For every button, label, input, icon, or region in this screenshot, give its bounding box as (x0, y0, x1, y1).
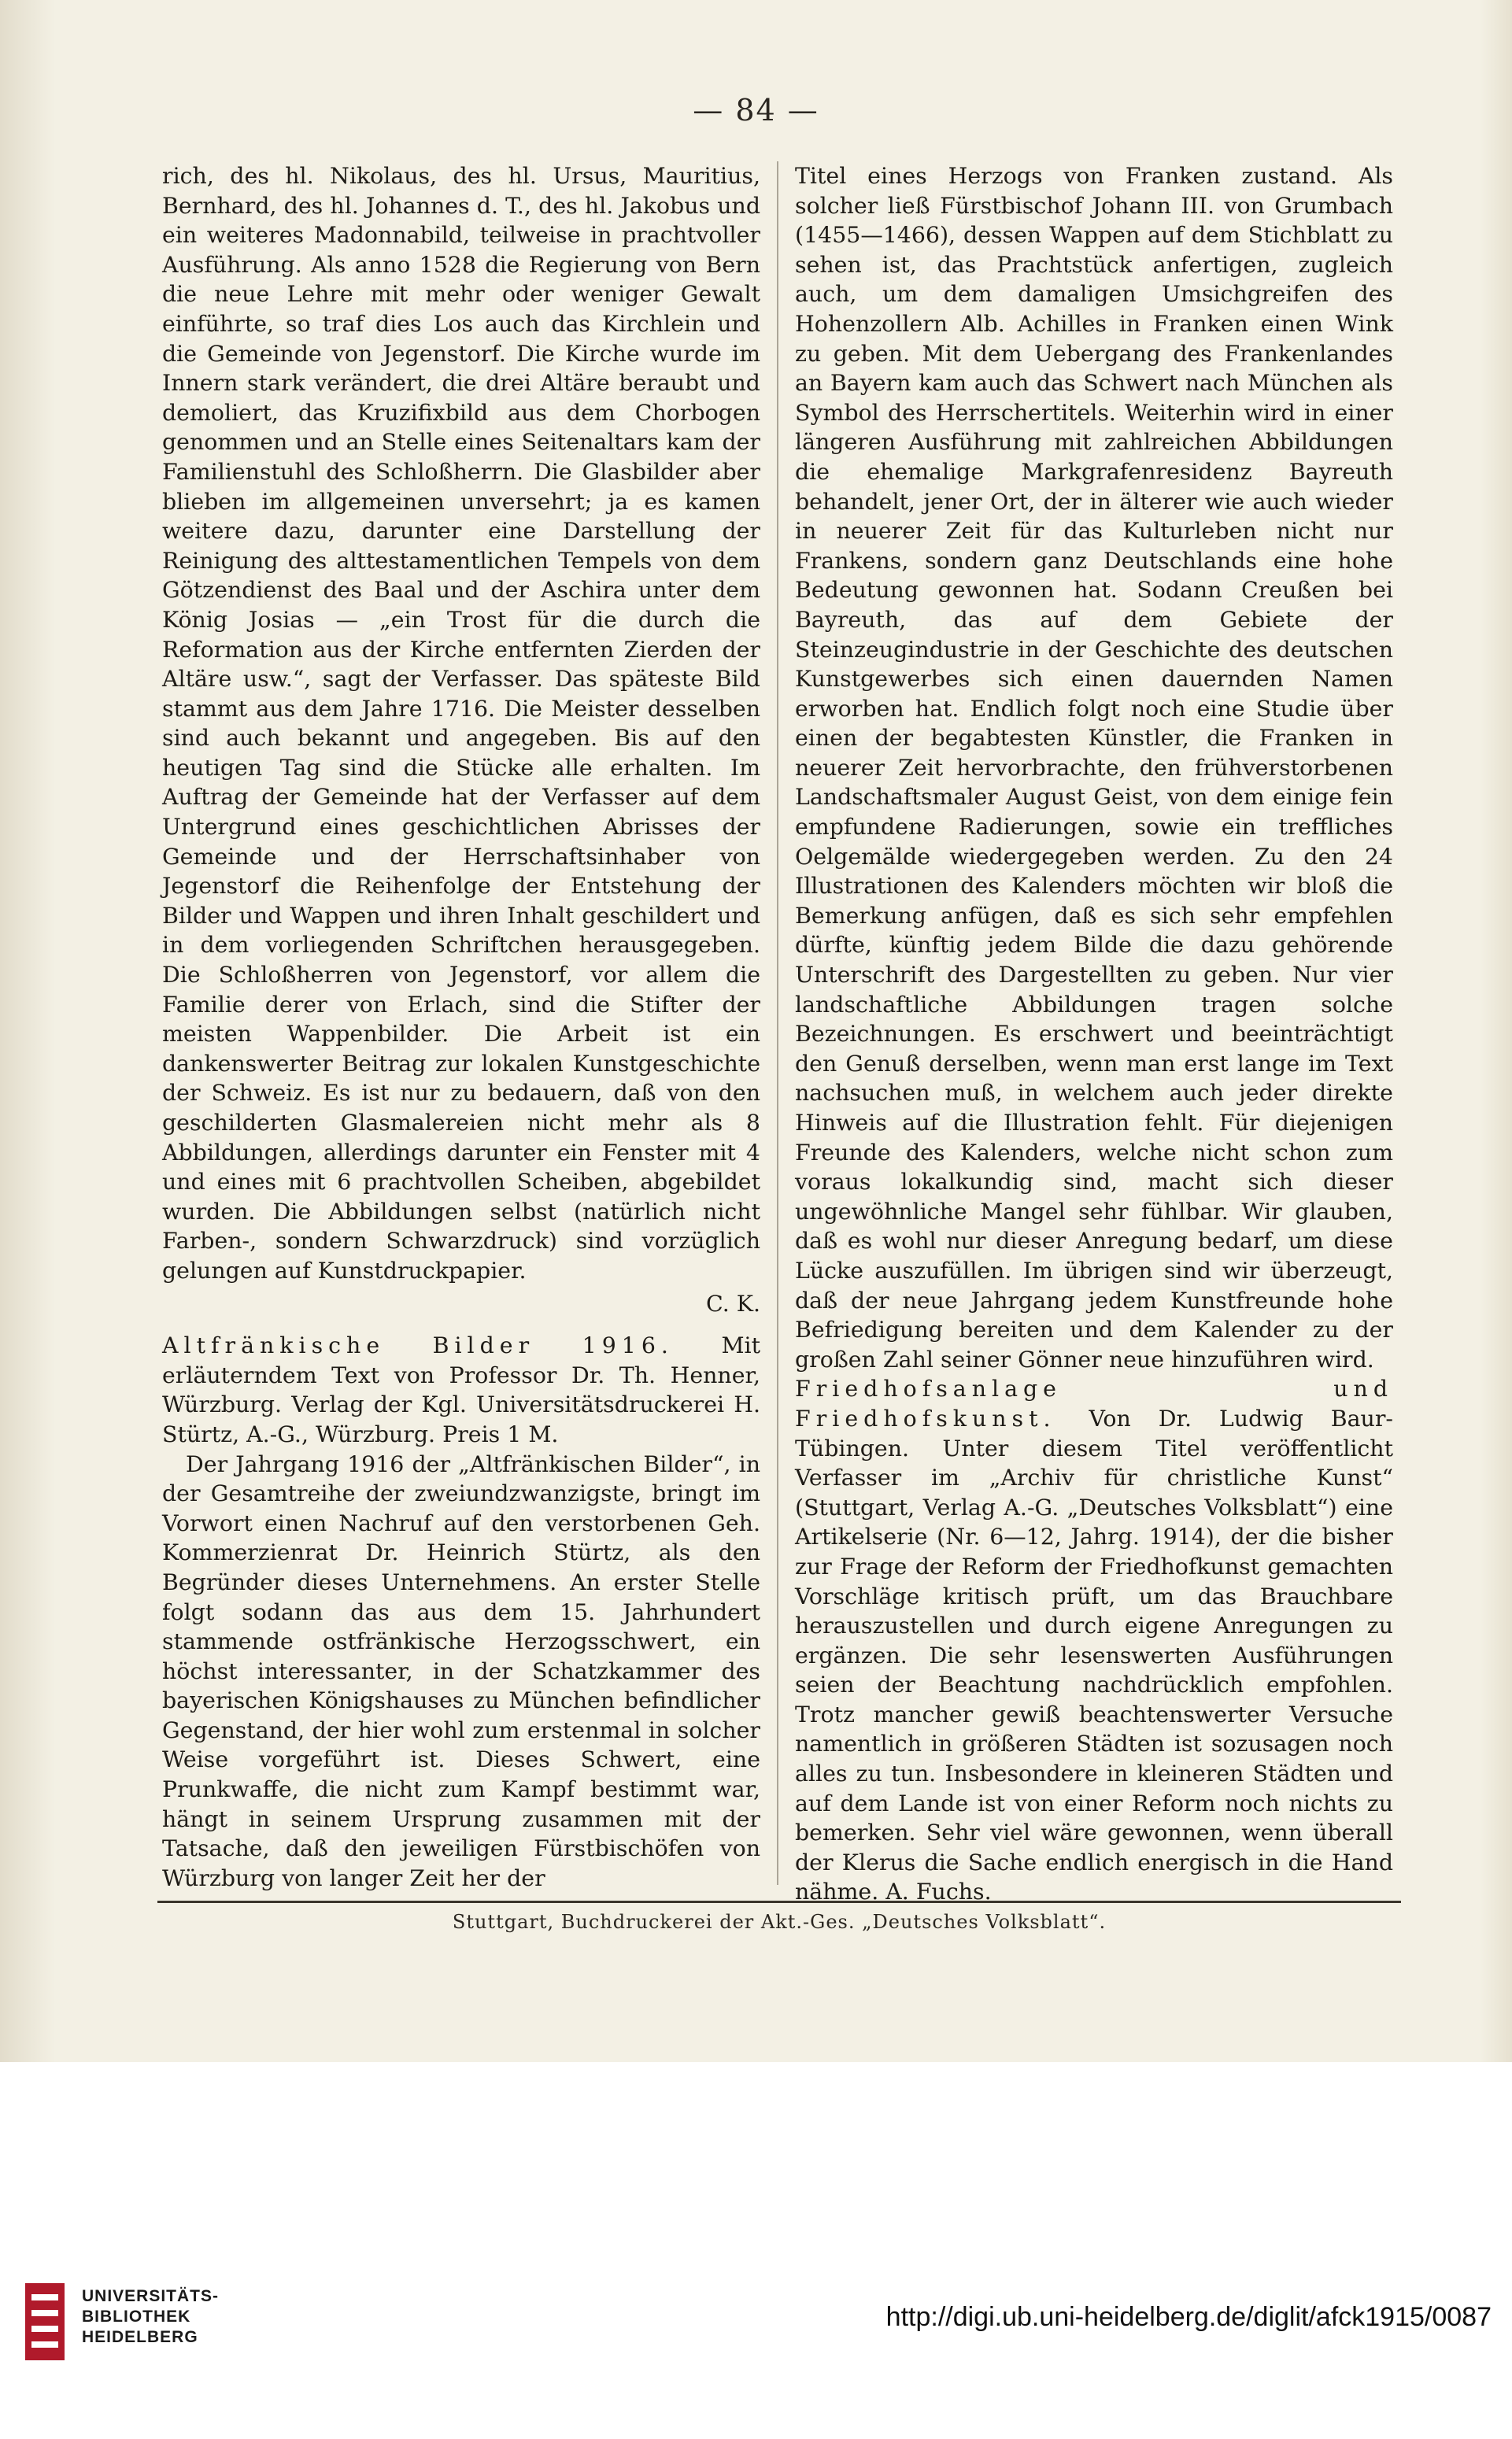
printer-imprint: Stuttgart, Buchdruckerei der Akt.-Ges. „Deutsches Volksblatt“. (157, 1901, 1401, 1933)
left-paragraph-1: rich, des hl. Nikolaus, des hl. Ursus, Mauritius, Bernhard, des hl. Johannes d. T., des hl. Jakobus und ein weiteres Madonnabild, teilweise in prachtvoller Ausführung. Als anno 1528 die Regierung von Bern die neue Lehre mit mehr oder weniger Gewalt einführte, so traf dies Los auch das Kirchlein und die Gemeinde von Jegenstorf. Die Kirche wurde im Innern stark verändert, die drei Altäre beraubt und demoliert, das Kruzifixbild aus dem Chorbogen genommen und an Stelle eines Seitenaltars kam der Familienstuhl des Schloßherrn. Die Glasbilder aber blieben im allgemeinen unversehrt; ja es kamen weitere dazu, darunter eine Darstellung der Reinigung des alttestamentlichen Tempels von dem Götzendienst des Baal und der Aschira unter dem König Josias — „ein Trost für die durch die Reformation aus der Kirche entfernten Zierden der Altäre usw.“, sagt der Verfasser. Das späteste Bild stammt aus dem Jahre 1716. Die Meister desselben sind auch bekannt und angegeben. Bis auf den heutigen Tag sind die Stücke alle erhalten. Im Auftrag der Gemeinde hat der Verfasser auf dem Untergrund eines geschichtlichen Abrisses der Gemeinde und der Herrschaftsinhaber von Jegenstorf die Reihenfolge der Entstehung der Bilder und Wappen und ihren Inhalt geschildert und in dem vorliegenden Schriftchen herausgegeben. Die Schloßherren von Jegenstorf, vor allem die Familie derer von Erlach, sind die Stifter der meisten Wappenbilder. Die Arbeit ist ein dankenswerter Beitrag zur lokalen Kunstgeschichte der Schweiz. Es ist nur zu bedauern, daß von den geschilderten Glasmalereien nicht mehr als 8 Abbildungen, allerdings darunter ein Fenster mit 4 und eines mit 6 prachtvollen Scheiben, abgebildet wurden. Die Abbildungen selbst (natürlich nicht Farben-, sondern Schwarzdruck) sind vorzüglich gelungen auf Kunstdruckpapier. (162, 163, 760, 1284)
entry-title-friedhofsanlage: Friedhofsanlage und Friedhofskunst. (795, 1376, 1393, 1432)
logo-stripe-4 (31, 2341, 58, 2348)
entry-text-friedhofsanlage: Von Dr. Ludwig Baur-Tübingen. Unter diesem Titel veröffentlicht Verfasser im „Archiv für christliche Kunst“ (Stuttgart, Verlag A.-G. „Deutsches Volksblatt“) eine Artikelserie (Nr. 6—12, Jahrg. 1914), der die bisher zur Frage der Reform der Friedhofkunst gemachten Vorschläge kritisch prüft, um das Brauchbare herauszustellen und durch eigene Anregungen zu ergänzen. Die sehr lesenswerten Ausführungen seien der Beachtung nachdrücklich empfohlen. Trotz mancher gewiß beachtenswerter Versuche namentlich in größeren Städten ist sozusagen noch alles zu tun. Insbesondere in kleineren Städten und auf dem Lande ist von einer Reform noch nichts zu bemerken. Sehr viel wäre gewonnen, wenn überall der Klerus die Sache endlich energisch in die Hand nähme. (795, 1405, 1393, 1905)
signature-ck: C. K. (706, 1290, 760, 1317)
signature-a-fuchs: A. Fuchs. (885, 1879, 992, 1905)
logo-stripe-1 (31, 2294, 58, 2300)
entry-meta-altfraenkische-bilder: Mit erläuterndem Text von Professor Dr. Th. Henner, Würzburg. Verlag der Kgl. Universitätsdruckerei H. Stürtz, A.-G., Würzburg. Preis 1 M. (162, 1332, 760, 1447)
library-logo-icon (17, 2278, 72, 2365)
entry-title-altfraenkische-bilder: Altfränkische Bilder 1916. (162, 1332, 722, 1359)
entry-friedhofsanlage (795, 1374, 1393, 1907)
left-paragraph-2: Der Jahrgang 1916 der „Altfränkischen Bilder“, in der Gesamtreihe der zweiundzwanzigste, bringt im Vorwort einen Nachruf auf den verstorbenen Geh. Kommerzienrat Dr. Heinrich Stürtz, als den Begründer dieses Unternehmens. An erster Stelle folgt sodann das aus dem 15. Jahrhundert stammende ostfränkische Herzogsschwert, ein höchst interessanter, in der Schatzkammer des bayerischen Königshauses zu München befindlicher Gegenstand, der hier wohl zum erstenmal in solcher Weise vorgeführt ist. Dieses Schwert, eine Prunkwaffe, die nicht zum Kampf bestimmt war, hängt in seinem Ursprung zusammen mit der Tatsache, daß den jeweiligen Fürstbischöfen von Würzburg von langer Zeit her der (162, 1450, 760, 1891)
entry-altfraenkische-bilder (162, 1331, 760, 1449)
logo-stripe-2 (31, 2310, 58, 2316)
source-url-link[interactable]: http://digi.ub.uni-heidelberg.de/diglit/afck1915/0087 (885, 2302, 1492, 2332)
left-column (162, 161, 760, 1891)
library-name-line-1: UNIVERSITÄTS- (82, 2287, 220, 2305)
library-name-line-3: HEIDELBERG (82, 2328, 198, 2346)
library-name (82, 2286, 219, 2348)
column-divider (777, 161, 778, 1885)
page-number: — 84 — (693, 93, 819, 127)
page-edge-shadow-right (1481, 0, 1512, 2062)
page-edge-shadow-left (0, 0, 55, 2062)
right-column (795, 161, 1393, 1905)
right-paragraph-1: Titel eines Herzogs von Franken zustand. Als solcher ließ Fürstbischof Johann III. von Grumbach (1455—1466), dessen Wappen auf dem Stichblatt zu sehen ist, das Prachtstück anfertigen, zugleich auch, um dem damaligen Umsichgreifen des Hohenzollern Alb. Achilles in Franken einen Wink zu geben. Mit dem Uebergang des Frankenlandes an Bayern kam auch das Schwert nach München als Symbol des Herrschertitels. Weiterhin wird in einer längeren Ausführung mit zahlreichen Abbildungen die ehemalige Markgrafenresidenz Bayreuth behandelt, jener Ort, der in älterer wie auch wieder in neuerer Zeit für das Kulturleben nicht nur Frankens, sondern ganz Deutschlands eine hohe Bedeutung gewonnen hat. Sodann Creußen bei Bayreuth, das auf dem Gebiete der Steinzeugindustrie in der Geschichte des deutschen Kunstgewerbes sich einen dauernden Namen erworben hat. Endlich folgt noch eine Studie über einen der begabtesten Künstler, die Franken in neuerer Zeit hervorbrachte, den frühverstorbenen Landschaftsmaler August Geist, von dem einige fein empfundene Radierungen, sowie ein treffliches Oelgemälde wiedergegeben werden. Zu den 24 Illustrationen des Kalenders möchten wir bloß die Bemerkung anfügen, daß es sich sehr empfehlen dürfte, künftig jedem Bilde die dazu gehörende Unterschrift des Dargestellten zu geben. Nur vier landschaftliche Abbildungen tragen solche Bezeichnungen. Es erschwert und beeinträchtigt den Genuß derselben, wenn man erst lange im Text nachsuchen muß, in welchem auch jeder direkte Hinweis auf die Illustration fehlt. Für diejenigen Freunde des Kalenders, welche nicht schon zum voraus lokalkundig sind, macht sich dieser ungewöhnliche Mangel sehr fühlbar. Wir glauben, daß es wohl nur dieser Anregung bedarf, um diese Lücke auszufüllen. Im übrigen sind wir überzeugt, daß der neue Jahrgang jedem Kunstfreunde hohe Befriedigung bereiten und dem Kalender zu der großen Zahl seiner Gönner neue hinzuführen wird. (795, 163, 1393, 1373)
library-name-line-2: BIBLIOTHEK (82, 2308, 191, 2326)
logo-stripe-3 (31, 2326, 58, 2332)
